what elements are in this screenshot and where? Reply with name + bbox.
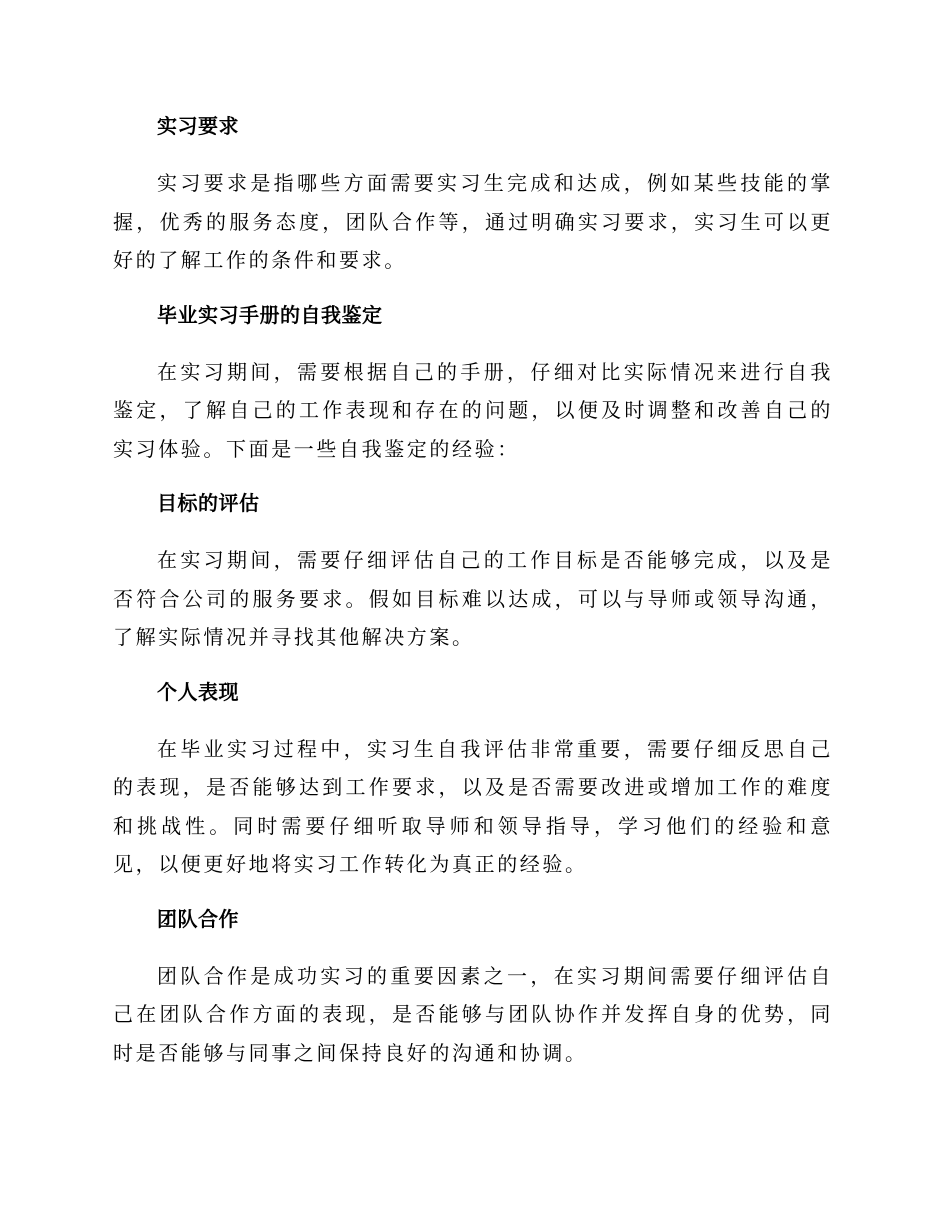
section-heading: 目标的评估	[157, 491, 260, 515]
section-heading: 实习要求	[157, 114, 239, 138]
section-heading: 毕业实习手册的自我鉴定	[157, 302, 383, 327]
section-teamwork	[113, 899, 833, 1073]
section-personal-performance	[113, 672, 833, 884]
section-paragraph: 在实习期间，需要仔细评估自己的工作目标是否能够完成，以及是否符合公司的服务要求。假如目标难以达成，可以与导师或领导沟通，了解实际情况并寻找其他解决方案。	[113, 548, 833, 649]
section-internship-requirements	[113, 106, 833, 280]
document-content	[113, 106, 833, 1087]
section-paragraph: 团队合作是成功实习的重要因素之一，在实习期间需要仔细评估自己在团队合作方面的表现，是否能够与团队协作并发挥自身的优势，同时是否能够与同事之间保持良好的沟通和协调。	[113, 963, 833, 1065]
section-self-assessment	[113, 295, 833, 469]
section-heading: 团队合作	[157, 906, 239, 931]
section-paragraph: 实习要求是指哪些方面需要实习生完成和达成，例如某些技能的掌握，优秀的服务态度，团队合作等，通过明确实习要求，实习生可以更好的了解工作的条件和要求。	[113, 171, 833, 272]
section-paragraph: 在实习期间，需要根据自己的手册，仔细对比实际情况来进行自我鉴定，了解自己的工作表现和存在的问题，以便及时调整和改善自己的实习体验。下面是一些自我鉴定的经验：	[113, 359, 833, 461]
section-paragraph: 在毕业实习过程中，实习生自我评估非常重要，需要仔细反思自己的表现，是否能够达到工作要求，以及是否需要改进或增加工作的难度和挑战性。同时需要仔细听取导师和领导指导，学习他们的经验和意见，以便更好地将实习工作转化为真正的经验。	[113, 736, 833, 876]
section-heading: 个人表现	[157, 679, 239, 704]
section-goal-evaluation	[113, 483, 833, 657]
